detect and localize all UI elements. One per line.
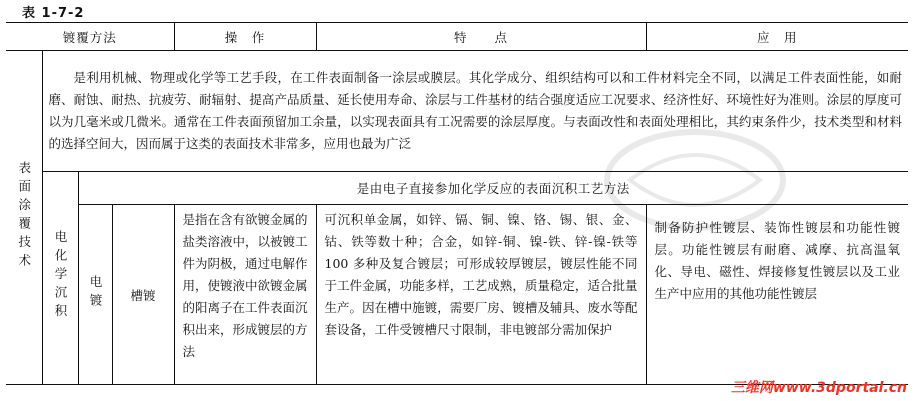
watermark-text: 三维网www.3dportal.cn: [730, 380, 907, 396]
plating-application: 制备防护性镀层、装饰性镀层和功能性镀层。功能性镀层有耐磨、减摩、抗高温氧化、导电、磁性、焊接修复性镀层以及工业生产中应用的其他功能性镀层: [646, 205, 908, 385]
electro-label-cell: [42, 172, 78, 385]
plating-subtype: 槽镀: [112, 205, 174, 385]
table-title: 表 1-7-2: [22, 6, 85, 21]
category-label: 表面涂覆技术: [16, 160, 32, 272]
plating-features: 可沉积单金属，如锌、镉、铜、镍、铬、锡、银、金、钴、铁等数十种；合金，如锌-铜、镍-铁、锌-镍-铁等 100 多种及复合镀层；可形成较厚镀层，镀层性能不同于工件金属，功能多样，工艺成熟，质量稳定，适合批量生产。因在槽中施镀，需要厂房、镀槽及辅具、废水等配套设备，工件受镀槽尺寸限制，非电镀部分需加保护: [316, 205, 646, 385]
electro-intro-row: [6, 172, 908, 205]
plating-operation: 是指在含有欲镀金属的盐类溶液中，以被镀工件为阴极，通过电解作用，使镀液中欲镀金属的阳离子在工件表面沉积出来，形成镀层的方法: [174, 205, 316, 385]
electro-label: 电化学沉积: [53, 230, 68, 323]
category-intro: 是利用机械、物理或化学等工艺手段，在工件表面制备一涂层或膜层。其化学成分、组织结构可以和工件材料完全不同，以满足工件表面性能，如耐磨、耐蚀、耐热、抗疲劳、耐辐射、提高产品质量、延长使用寿命、涂层与工件基材的结合强度适应工况要求、经济性好、环境性好为准则。涂层的厚度可以为几毫米或几微米。通常在工件表面预留加工余量，以实现表面具有工况需要的涂层厚度。与表面改性和表面处理相比，其约束条件少，技术类型和材料的选择空间大，因而属于这类的表面技术非常多，应用也最为广泛: [42, 51, 908, 172]
intro-row: [6, 51, 908, 172]
header-features: 特 点: [316, 23, 646, 51]
header-method: 镀覆方法: [6, 23, 174, 51]
plating-methods-table: [6, 22, 908, 385]
header-operation: 操 作: [174, 23, 316, 51]
category-label-cell: [6, 51, 42, 385]
header-application: 应 用: [646, 23, 908, 51]
plating-label-cell: [78, 205, 112, 385]
plating-row: [6, 205, 908, 385]
plating-label: 电镀: [88, 274, 103, 312]
electro-intro: 是由电子直接参加化学反应的表面沉积工艺方法: [78, 172, 908, 205]
header-row: [6, 23, 908, 51]
